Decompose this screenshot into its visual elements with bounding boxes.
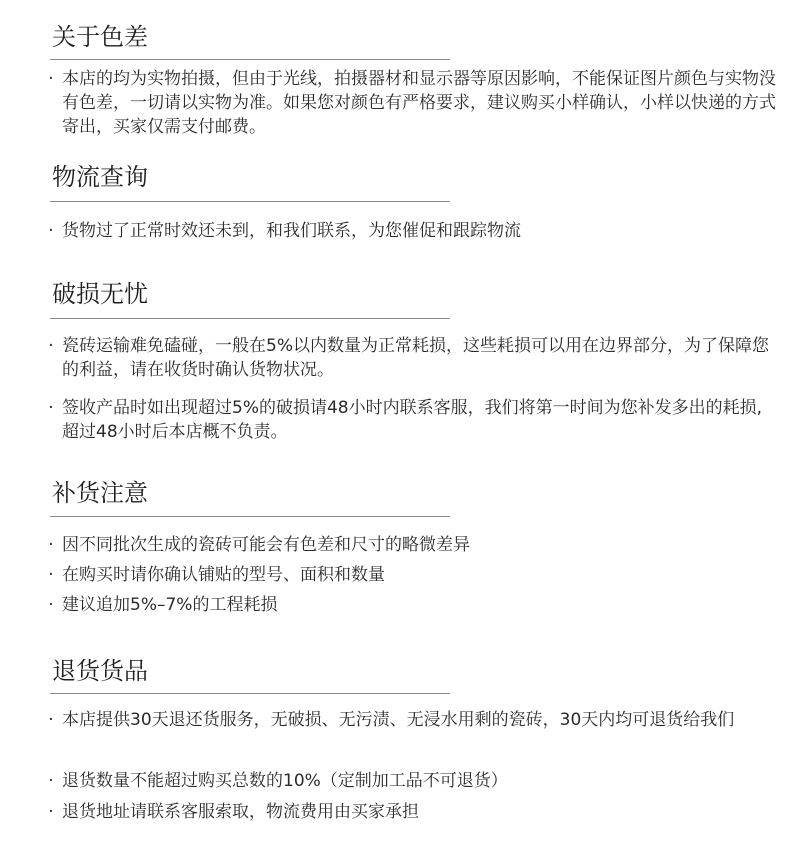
bullet-icon: · (48, 398, 54, 418)
list-item-text: 签收产品时如出现超过5%的破损请48小时内联系客服，我们将第一时间为您补发多出的耗损,超过48小时后本店概不负责。 (62, 398, 763, 442)
list-item (46, 708, 776, 732)
section-title-returns: 退货货品 (52, 657, 148, 685)
list-item-text: 退货地址请联系客服索取，物流费用由买家承担 (62, 802, 419, 822)
section-title-damage-guarantee: 破损无忧 (52, 280, 148, 308)
list-item-text: 退货数量不能超过购买总数的10%（定制加工品不可退货） (62, 771, 508, 791)
list-item (46, 67, 776, 139)
bullet-icon: · (48, 69, 54, 89)
bullet-icon: · (48, 535, 54, 555)
bullet-icon: · (48, 771, 54, 791)
list-item (46, 533, 776, 557)
section-divider (50, 318, 450, 319)
list-item (46, 219, 776, 243)
bullet-icon: · (48, 710, 54, 730)
list-item (46, 396, 776, 444)
bullet-icon: · (48, 565, 54, 585)
list-item (46, 800, 776, 824)
bullet-icon: · (48, 802, 54, 822)
section-title-color-difference: 关于色差 (52, 23, 148, 51)
list-item-text: 本店提供30天退还货服务，无破损、无污渍、无浸水用剩的瓷砖，30天内均可退货给我们 (62, 710, 735, 730)
list-item-text: 在购买时请你确认铺贴的型号、面积和数量 (62, 565, 385, 585)
section-title-logistics: 物流查询 (52, 163, 148, 191)
list-item (46, 334, 776, 382)
list-item-text: 瓷砖运输难免磕碰，一般在5%以内数量为正常耗损，这些耗损可以用在边界部分，为了保障您的利益，请在收货时确认货物状况。 (62, 336, 769, 380)
list-item-text: 建议追加5%–7%的工程耗损 (62, 595, 278, 615)
section-divider (50, 516, 450, 517)
list-item (46, 563, 776, 587)
list-item-text: 本店的均为实物拍摄，但由于光线，拍摄器材和显示器等原因影响，不能保证图片颜色与实物没有色差，一切请以实物为准。如果您对颜色有严格要求，建议购买小样确认，小样以快递的方式寄出，买家仅需支付邮费。 (62, 69, 776, 137)
bullet-icon: · (48, 595, 54, 615)
bullet-icon: · (48, 336, 54, 356)
bullet-icon: · (48, 221, 54, 241)
section-divider (50, 693, 450, 694)
section-divider (50, 201, 450, 202)
list-item (46, 769, 776, 793)
list-item-text: 货物过了正常时效还未到，和我们联系，为您催促和跟踪物流 (62, 221, 521, 241)
list-item-text: 因不同批次生成的瓷砖可能会有色差和尺寸的略微差异 (62, 535, 470, 555)
list-item (46, 593, 776, 617)
section-divider (50, 59, 450, 60)
section-title-restock-notice: 补货注意 (52, 479, 148, 507)
